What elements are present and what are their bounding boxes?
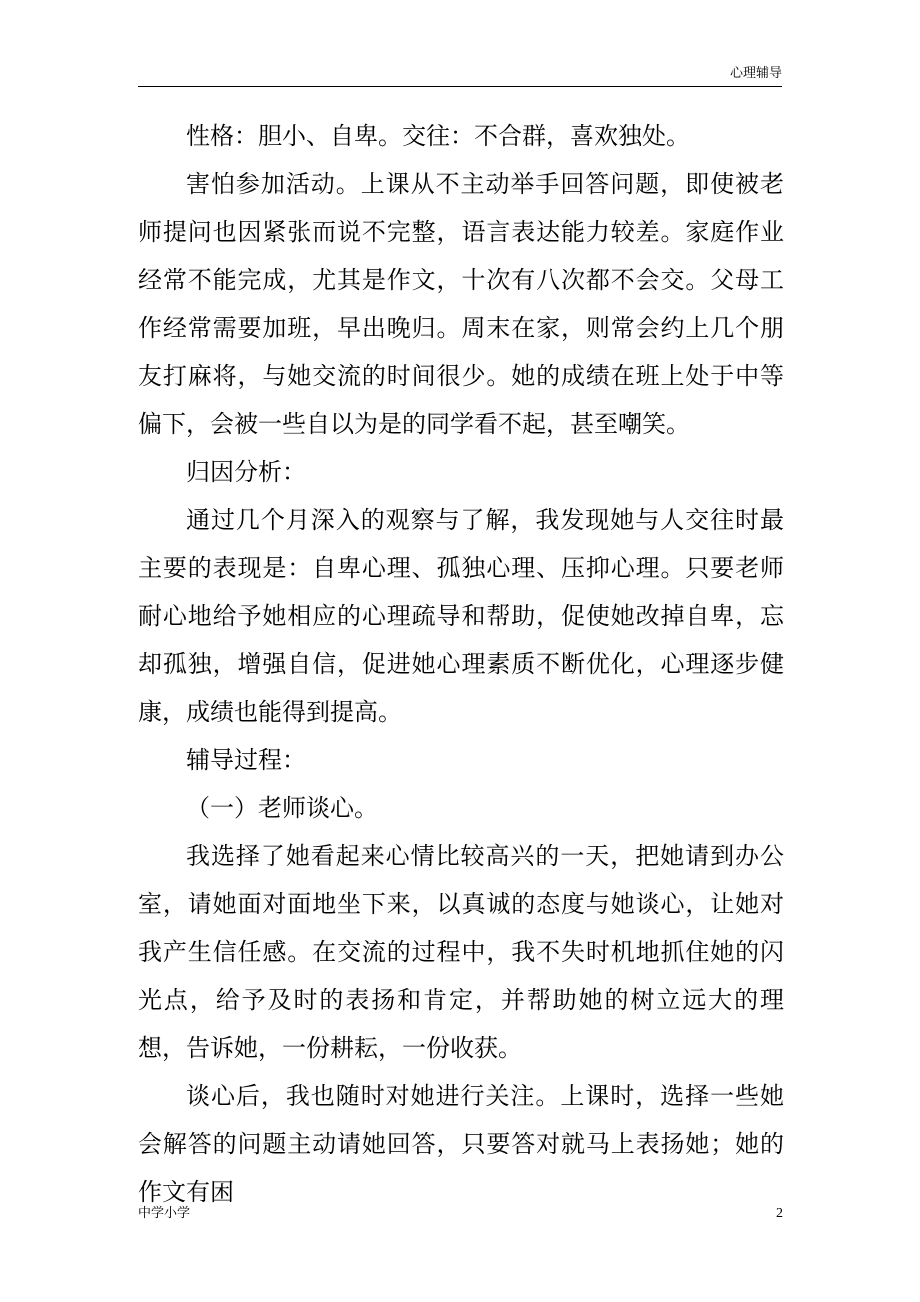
paragraph-talk: 我选择了她看起来心情比较高兴的一天，把她请到办公室，请她面对面地坐下来，以真诚的态度与她谈心，让她对我产生信任感。在交流的过程中，我不失时机地抓住她的闪光点，给予及时的表扬和肯定，并帮助她的树立远大的理想，告诉她，一份耕耘，一份收获。 [138,842,784,1062]
paragraph-behavior: 害怕参加活动。上课从不主动举手回答问题，即使被老师提问也因紧张而说不完整，语言表达能力较差。家庭作业经常不能完成，尤其是作文，十次有八次都不会交。父母工作经常需要加班，早出晚归。周末在家，则常会约上几个朋友打麻将，与她交流的时间很少。她的成绩在班上处于中等偏下，会被一些自以为是的同学看不起，甚至嘲笑。 [138,170,784,438]
paragraph-follow-up: 谈心后，我也随时对她进行关注。上课时，选择一些她会解答的问题主动请她回答，只要答对就马上表扬她；她的作文有困 [138,1082,784,1206]
footer-label: 中学小学 [138,1206,191,1221]
document-body [138,112,784,1216]
heading-attribution-analysis: 归因分析： [186,458,306,486]
subheading-teacher-talk: （一）老师谈心。 [186,794,378,822]
page-header [138,66,782,87]
heading-counseling-process: 辅导过程： [186,746,306,774]
page-number: 2 [776,1206,783,1221]
paragraph-analysis: 通过几个月深入的观察与了解，我发现她与人交往时最主要的表现是：自卑心理、孤独心理、压抑心理。只要老师耐心地给予她相应的心理疏导和帮助，促使她改掉自卑，忘却孤独，增强自信，促进她心理素质不断优化，心理逐步健康，成绩也能得到提高。 [138,506,784,726]
paragraph-personality: 性格：胆小、自卑。交往：不合群，喜欢独处。 [186,122,690,150]
header-title: 心理辅导 [729,66,782,81]
